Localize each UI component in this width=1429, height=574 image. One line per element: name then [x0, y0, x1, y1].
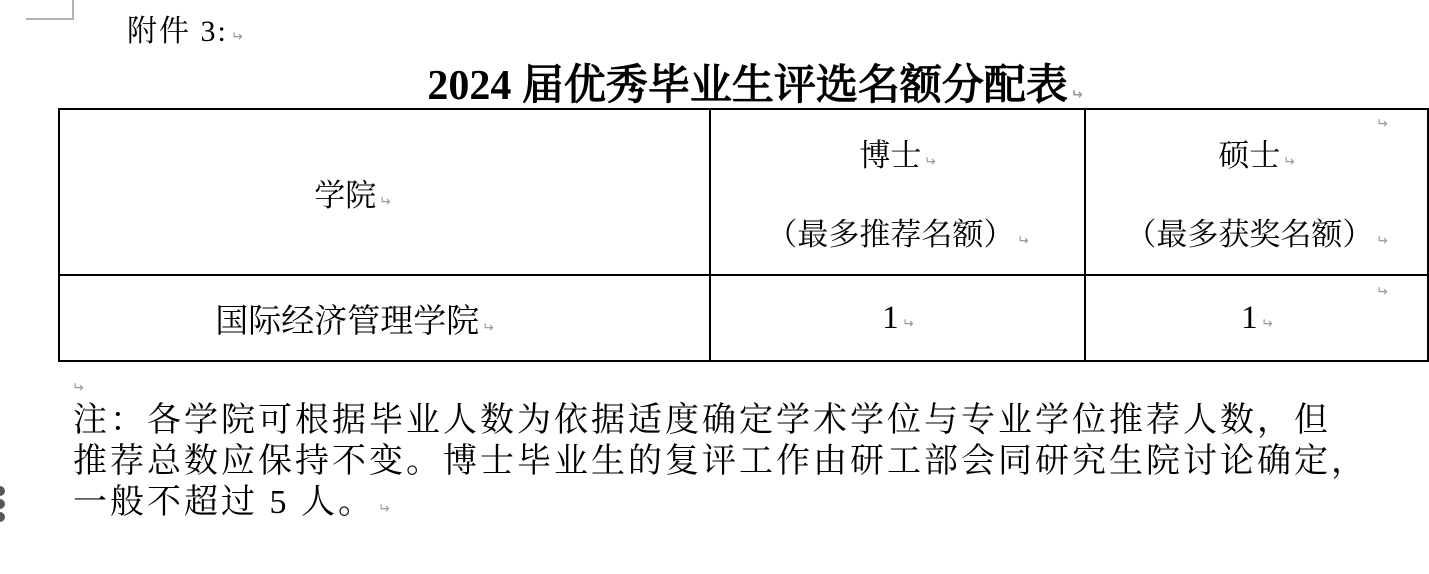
header-doctor-title-text: 博士: [859, 138, 922, 173]
edge-dot-icon: [0, 512, 5, 522]
header-doctor-subtitle: [711, 209, 1084, 254]
note-line-text: 推荐总数应保持不变。博士毕业生的复评工作由研工部会同研究生院讨论确定，: [73, 443, 1368, 480]
header-master-title-text: 硕士: [1218, 138, 1281, 173]
row-end-mark-icon: ↵: [1376, 116, 1388, 132]
note-line: [73, 482, 1373, 530]
paragraph-mark-icon: ↵: [1376, 233, 1389, 249]
row-end-mark-icon: ↵: [1376, 284, 1388, 300]
table-row: [59, 275, 1428, 361]
edge-dot-icon: [0, 499, 5, 509]
header-cell-doctor: [710, 109, 1085, 275]
cell-doctor-quota: [710, 275, 1085, 361]
paragraph-mark-icon: ↵: [482, 319, 494, 336]
paragraph-mark-icon: ↵: [378, 501, 390, 517]
header-doctor-title: [711, 130, 1084, 175]
paragraph-mark-icon: ↵: [72, 380, 84, 396]
note-line-text: 注：各学院可根据毕业人数为依据适度确定学术学位与专业学位推荐人数，但: [73, 402, 1331, 439]
page-title-text: 2024 届优秀毕业生评选名额分配表: [427, 63, 1068, 109]
page-title: [98, 52, 1412, 112]
edge-dot-icon: [0, 486, 5, 496]
note-line: [73, 441, 1373, 482]
cell-college: [59, 275, 710, 361]
attachment-label-text: 附件 3:: [127, 15, 228, 48]
cell-college-text: 国际经济管理学院: [215, 303, 480, 340]
paragraph-mark-icon: ↵: [1070, 87, 1083, 103]
cell-doctor-quota-value: 1: [882, 299, 899, 336]
note-line-text: 一般不超过 5 人。: [73, 484, 375, 521]
note-line: [73, 400, 1373, 441]
header-college-label: 学院: [314, 177, 377, 213]
attachment-label: [127, 6, 243, 50]
header-doctor-subtitle-text: （最多推荐名额）: [766, 217, 1015, 252]
paragraph-mark-icon: ↵: [379, 193, 391, 210]
header-cell-college: [59, 109, 710, 275]
paragraph-mark-icon: ↵: [1260, 315, 1273, 332]
header-cell-master: [1085, 109, 1428, 275]
paragraph-mark-icon: ↵: [1283, 154, 1296, 170]
paragraph-mark-icon: ↵: [230, 29, 243, 45]
text-boundary-corner-icon: [26, 0, 74, 20]
table-header-row: [59, 109, 1428, 275]
paragraph-mark-icon: ↵: [924, 154, 937, 170]
cell-master-quota-value: 1: [1241, 299, 1258, 336]
header-master-subtitle: [1086, 209, 1427, 254]
paragraph-mark-icon: ↵: [1017, 233, 1030, 249]
paragraph-mark-icon: ↵: [901, 315, 914, 332]
quota-table: [58, 108, 1429, 362]
header-master-subtitle-text: （最多获奖名额）: [1125, 217, 1374, 252]
header-master-title: [1086, 130, 1427, 175]
left-edge-dots: [0, 486, 7, 525]
note-text: [73, 400, 1373, 530]
